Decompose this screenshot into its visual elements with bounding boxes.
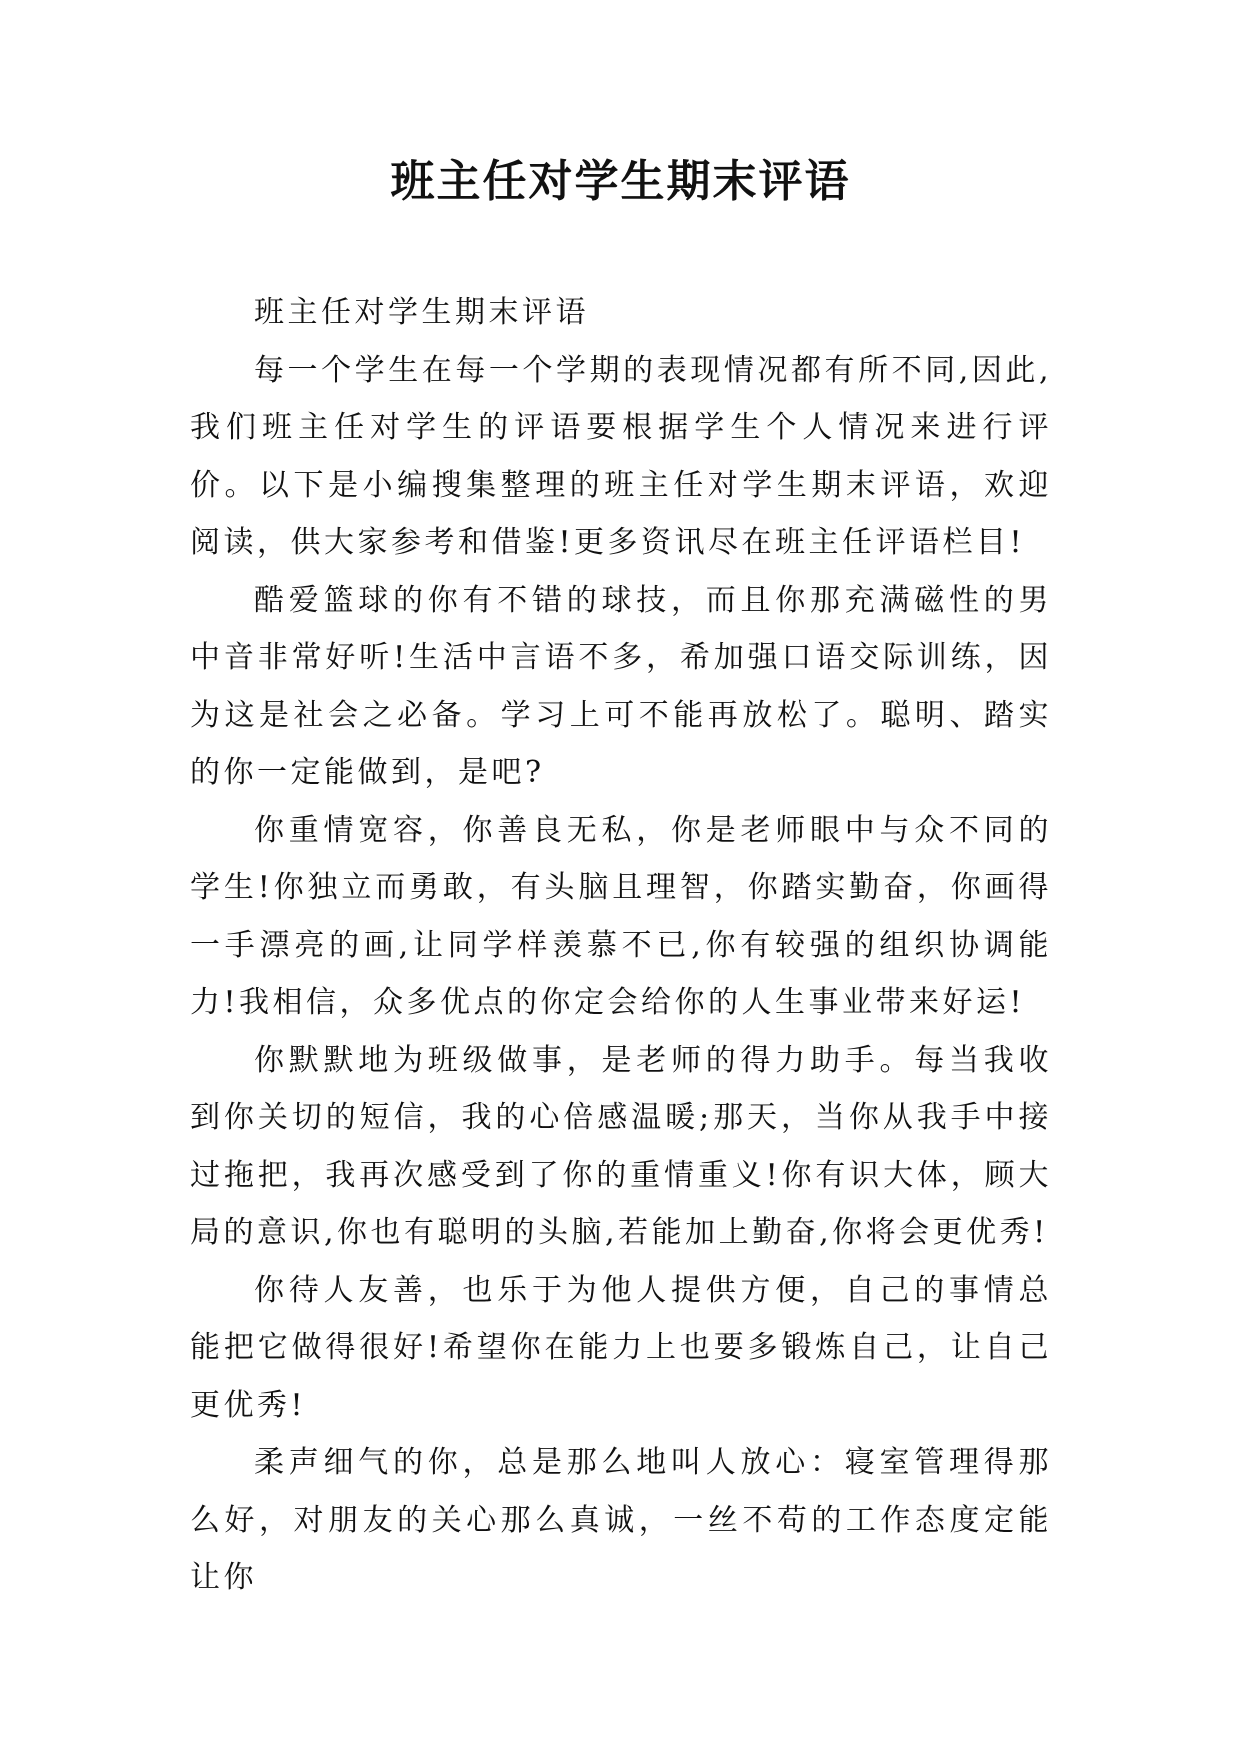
paragraph-comment-basketball: 酷爱篮球的你有不错的球技，而且你那充满磁性的男中音非常好听!生活中言语不多，希加强口语交际训练，因为这是社会之必备。学习上可不能再放松了。聪明、踏实的你一定能做到，是吧? <box>190 582 1052 790</box>
paragraph-subtitle: 班主任对学生期末评语 <box>254 295 589 330</box>
paragraph-comment-gentle: 柔声细气的你，总是那么地叫人放心：寝室管理得那么好，对朋友的关心那么真诚，一丝不苟的工作态度定能让你 <box>190 1445 1052 1595</box>
paragraph-comment-friendly: 你待人友善，也乐于为他人提供方便，自己的事情总能把它做得很好!希望你在能力上也要多锻炼自己，让自己更优秀! <box>190 1272 1052 1423</box>
paragraph-comment-helper: 你默默地为班级做事，是老师的得力助手。每当我收到你关切的短信，我的心倍感温暖;那天，当你从我手中接过拖把，我再次感受到了你的重情重义!你有识大体，顾大局的意识,你也有聪明的头脑,若能加上勤奋,你将会更优秀! <box>190 1042 1052 1250</box>
paragraph-comment-tolerant: 你重情宽容，你善良无私，你是老师眼中与众不同的学生!你独立而勇敢，有头脑且理智，你踏实勤奋，你画得一手漂亮的画,让同学样羡慕不已,你有较强的组织协调能力!我相信，众多优点的你定会给你的人生事业带来好运! <box>190 812 1052 1020</box>
document-body <box>190 284 1052 1607</box>
paragraph-intro: 每一个学生在每一个学期的表现情况都有所不同,因此,我们班主任对学生的评语要根据学生个人情况来进行评价。以下是小编搜集整理的班主任对学生期末评语，欢迎阅读，供大家参考和借鉴!更多资讯尽在班主任评语栏目! <box>190 352 1052 560</box>
document-title: 班主任对学生期末评语 <box>390 156 851 207</box>
